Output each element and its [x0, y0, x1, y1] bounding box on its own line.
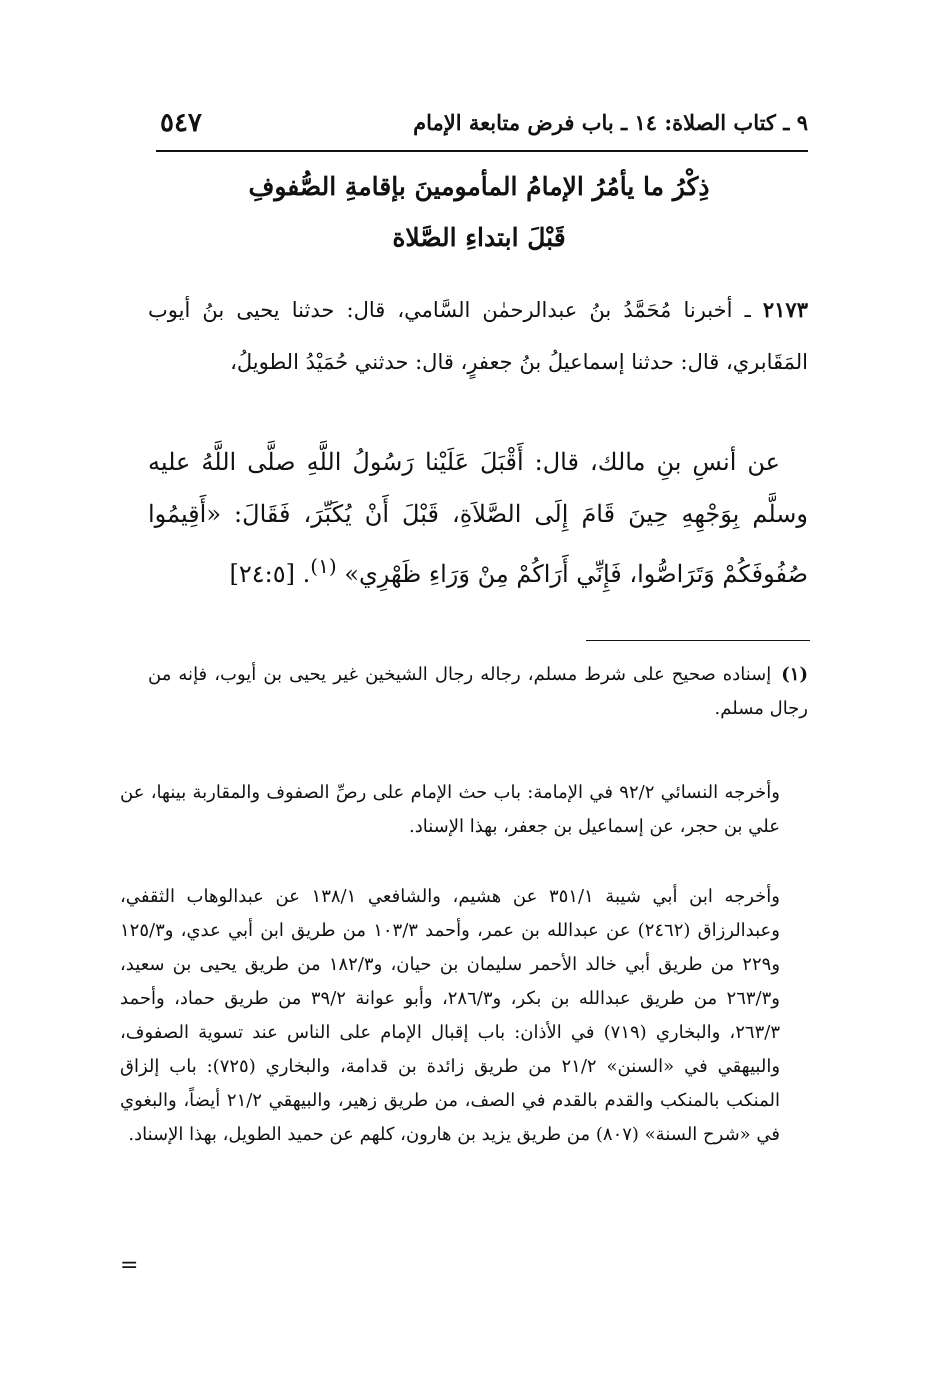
continuation-mark: = [120, 1253, 139, 1278]
running-head: ٩ ـ كتاب الصلاة: ١٤ ـ باب فرض متابعة الإمام [413, 110, 808, 135]
footnote-1-text: إسناده صحيح على شرط مسلم، رجاله رجال الشيخين غير يحيى بن أيوب، فإنه من رجال مسلم. [148, 664, 808, 719]
footnote-1 [148, 658, 808, 726]
chapter-heading-line-2: قَبْلَ ابتداءِ الصَّلاة [392, 223, 566, 252]
footnote-paragraph-3: وأخرجه ابن أبي شيبة ٣٥١/١ عن هشيم، والشافعي ١٣٨/١ عن عبدالوهاب الثقفي، وعبدالرزاق (٢٤٦٢) عن عبدالله بن عمر، وأحمد ١٠٣/٣ من طريق ابن أبي عدي، و١٢٥/٣ و٢٢٩ من طريق أبي خالد الأحمر سليمان بن حيان، و١٨٢/٣ من طريق يحيى بن سعيد، و٢٦٣/٣ من طريق عبدالله بن بكر، و٢٨٦/٣، وأبو عوانة ٣٩/٢ من طريق حماد، وأحمد ٢٦٣/٣، والبخاري (٧١٩) في الأذان: باب إقبال الإمام على الناس عند تسوية الصفوف، والبيهقي في «السنن» ٢١/٢ من طريق زائدة بن قدامة، والبخاري (٧٢٥): باب إلزاق المنكب بالمنكب والقدم بالقدم في الصف، من طريق زهير، والبيهقي ٢١/٢ أيضاً، والبغوي في «شرح السنة» (٨٠٧) من طريق يزيد بن هارون، كلهم عن حميد الطويل، بهذا الإسناد. [120, 886, 781, 1145]
hadith-reference: [٢٤:٥] [229, 560, 296, 588]
footnote-paragraph-2: وأخرجه النسائي ٩٢/٢ في الإمامة: باب حث الإمام على رصِّ الصفوف والمقاربة بينها، عن علي بن حجر، عن إسماعيل بن جعفر، بهذا الإسناد. [120, 782, 780, 837]
isnad-text: ـ أخبرنا مُحَمَّدُ بنُ عبدالرحمٰن السَّامي، قال: حدثنا يحيى بنُ أيوب المَقَابري، قال: حدثنا إسماعيلُ بنُ جعفرٍ، قال: حدثني حُمَيْدُ الطويلُ، [148, 298, 808, 374]
hadith-matn: عن أنسِ بنِ مالك، قال: أَقْبَلَ عَلَيْنا رَسُولُ اللَّهِ صلَّى اللَّهُ عليه وسلَّم بِوَجْهِهِ حِينَ قَامَ إِلَى الصَّلاَةِ، قَبْلَ أَنْ يُكَبِّرَ، فَقَالَ: «أَقِيمُوا صُفُوفَكُمْ وَتَرَاصُّوا، فَإِنِّي أَرَاكُمْ مِنْ وَرَاءِ ظَهْرِي» $^{(١)}$. [٢٤:٥] [148, 448, 808, 588]
matn-text: عن أنسِ بنِ مالك، قال: أَقْبَلَ عَلَيْنا رَسُولُ اللَّهِ صلَّى اللَّهُ عليه وسلَّم بِوَجْهِهِ حِينَ قَامَ إِلَى الصَّلاَةِ، قَبْلَ أَنْ يُكَبِّرَ، فَقَالَ: «أَقِيمُوا صُفُوفَكُمْ وَتَرَاصُّوا، فَإِنِّي أَرَاكُمْ مِنْ وَرَاءِ ظَهْرِي» [148, 448, 808, 588]
footnote-marker: (١) [310, 554, 337, 578]
chapter-heading-line-1: ذِكْرُ ما يأمُرُ الإمامُ المأمومينَ بإقامةِ الصُّفوفِ [248, 172, 710, 201]
hadith-isnad [148, 284, 808, 388]
footnote-1-number: (١) [781, 664, 808, 685]
footnote-separator [586, 640, 810, 641]
page-number: ٥٤٧ [160, 108, 202, 138]
header-rule [156, 150, 808, 152]
hadith-number: ٢١٧٣ [762, 297, 808, 322]
